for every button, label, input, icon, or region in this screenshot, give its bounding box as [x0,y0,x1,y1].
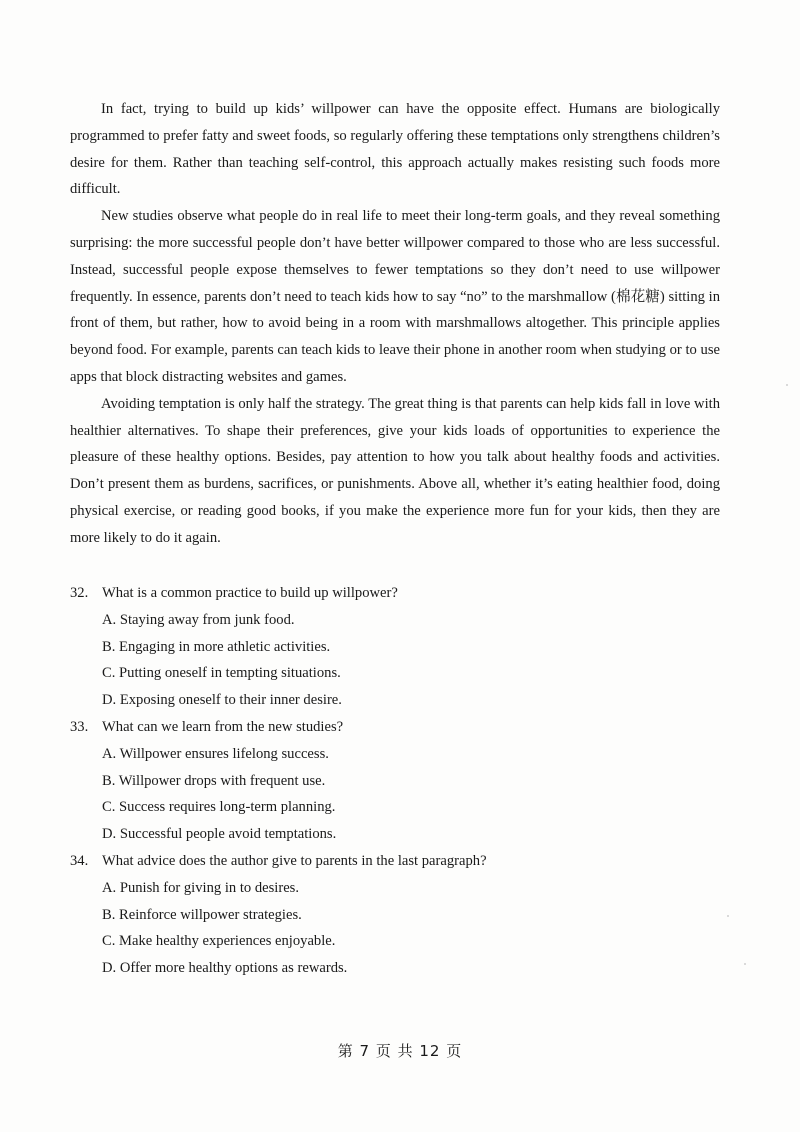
scan-speck [744,963,746,965]
answer-option: D. Successful people avoid temptations. [102,826,337,843]
page-number-footer: 第 7 页 共 12 页 [337,1042,463,1060]
answer-option: C. Make healthy experiences enjoyable. [102,933,336,950]
question-32 [70,580,720,714]
question-stem [70,580,720,607]
question-number: 32. [70,585,89,601]
answer-option: A. Willpower ensures lifelong success. [102,745,329,762]
scan-speck [786,384,788,386]
question-number: 33. [70,718,89,735]
question-34 [70,848,720,982]
answer-option: C. Putting oneself in tempting situations. [102,665,341,682]
question-text: What is a common practice to build up willpower? [102,585,398,601]
scan-speck [727,915,729,917]
answer-option: C. Success requires long-term planning. [102,799,336,816]
question-33 [70,714,720,848]
question-list [70,580,720,982]
answer-option: B. Reinforce willpower strategies. [102,906,302,923]
question-stem [70,848,720,875]
answer-option: B. Engaging in more athletic activities. [102,638,331,655]
passage-paragraph: Avoiding temptation is only half the strategy. The great thing is that parents can help kids fall in love with healthier alternatives. To shape their preferences, give your kids loads of opportunities to experience the pleasure of these healthy options. Besides, pay attention to how you talk about healthy foods and activities. Don’t present them as burdens, sacrifices, or punishments. Above all, whether it’s eating healthier food, doing physical exercise, or reading good books, if you make the experience more fun for your kids, then they are more likely to do it again. [70,395,720,546]
passage-paragraph: In fact, trying to build up kids’ willpower can have the opposite effect. Humans are biologically programmed to prefer fatty and sweet foods, so regularly offering these temptations only strengthens children’s desire for them. Rather than teaching self-control, this approach actually makes resisting such foods more difficult. [70,101,720,198]
answer-option: A. Punish for giving in to desires. [102,879,300,896]
question-number: 34. [70,852,89,869]
answer-option: D. Exposing oneself to their inner desire. [102,692,342,709]
answer-option: D. Offer more healthy options as rewards. [102,960,348,977]
question-text: What can we learn from the new studies? [102,718,344,735]
question-text: What advice does the author give to parents in the last paragraph? [102,852,487,869]
answer-option: A. Staying away from junk food. [102,611,295,628]
reading-passage [70,96,720,552]
answer-option: B. Willpower drops with frequent use. [102,772,326,789]
passage-paragraph: New studies observe what people do in real life to meet their long-term goals, and they reveal something surprising: the more successful people don’t have better willpower compared to those who are less successful. Instead, successful people expose themselves to fewer temptations so they don’t need to use willpower frequently. In essence, parents don’t need to teach kids how to say “no” to the marshmallow (棉花糖) sitting in front of them, but rather, how to avoid being in a room with marshmallows altogether. This principle applies beyond food. For example, parents can teach kids to leave their phone in another room when studying or to use apps that block distracting websites and games. [70,208,720,385]
question-stem [70,714,720,741]
